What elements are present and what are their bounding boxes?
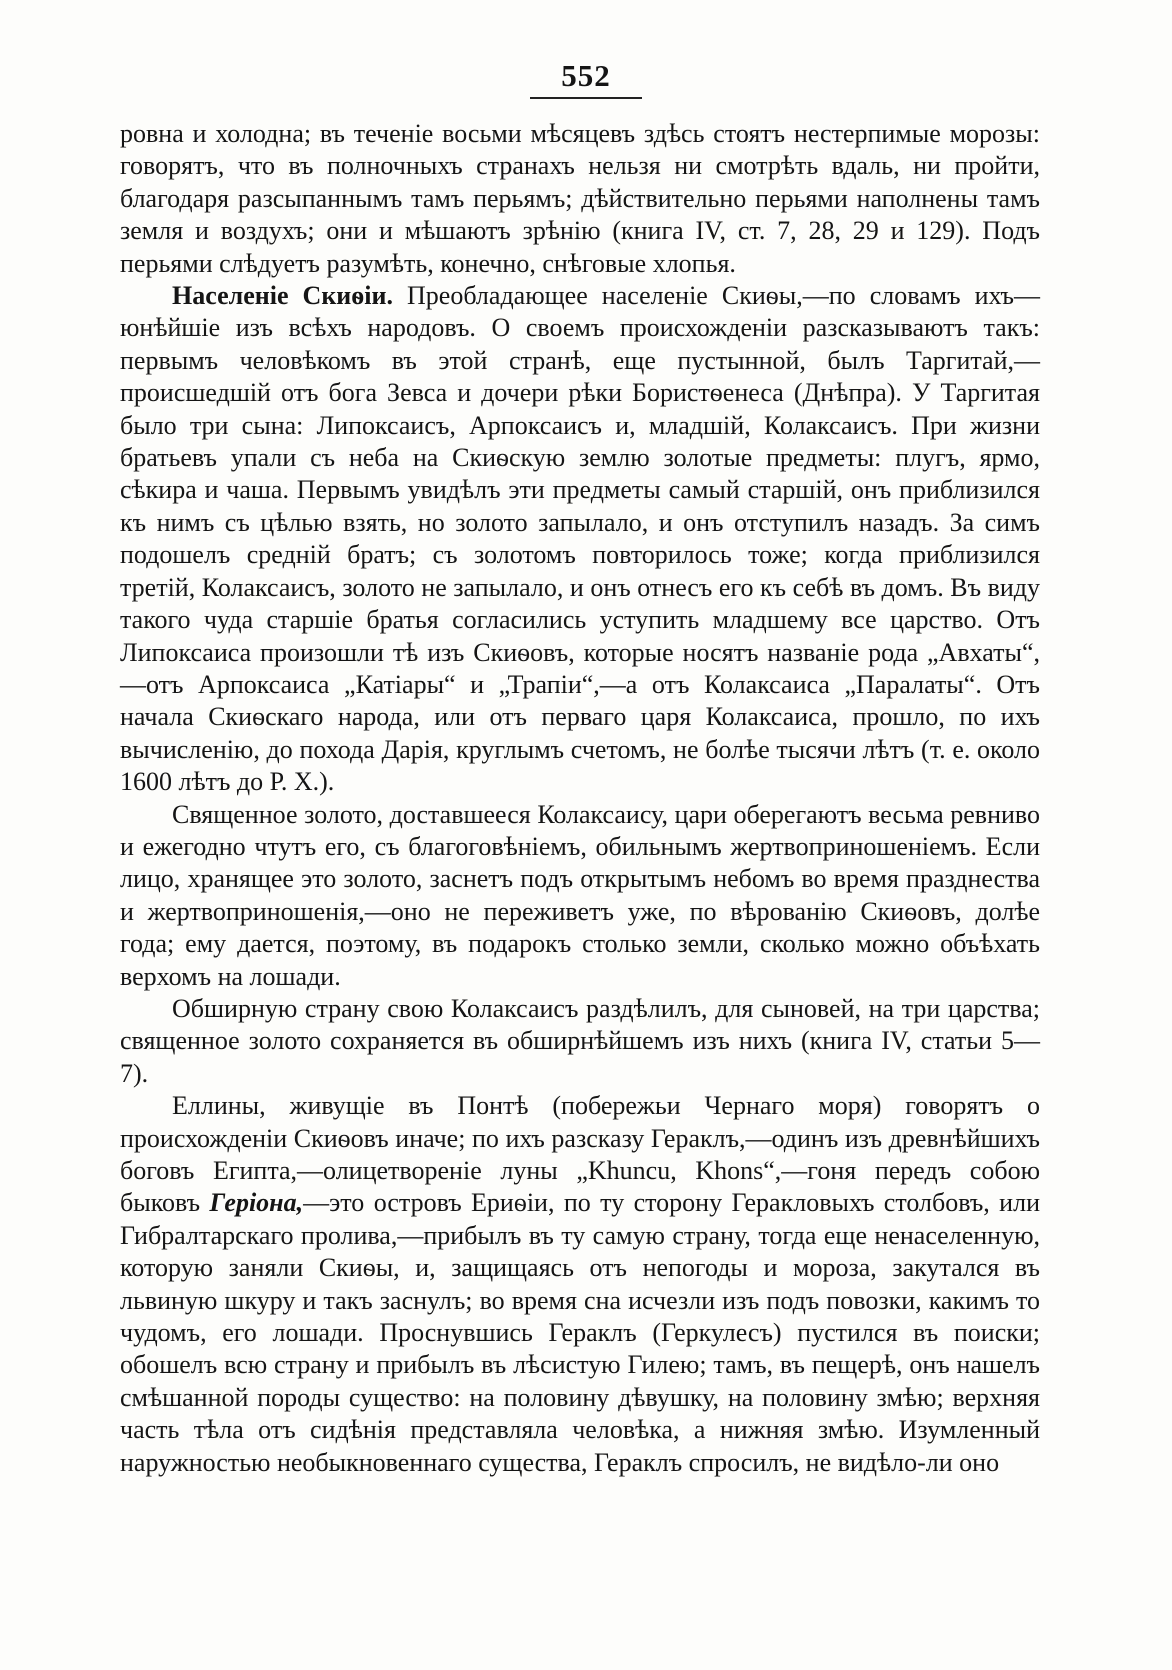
page-number: 552	[561, 58, 611, 93]
paragraph-4	[120, 993, 1040, 1090]
paragraph-2	[120, 280, 1040, 799]
header-rule	[530, 97, 642, 99]
paragraph-4-text: Обширную страну свою Колаксаисъ раздѣлилъ, для сыновей, на три царства; священное золото сохраняется въ обширнѣйшемъ изъ нихъ (книга IV, статьи 5—7).	[120, 993, 1040, 1088]
page-header	[0, 58, 1172, 99]
italic-term: Геріона,	[209, 1188, 304, 1218]
section-heading-inline: Населеніе Скиѳіи.	[172, 281, 393, 311]
paragraph-2-text: Преобладающее населеніе Скиѳы,—по словамъ ихъ—юнѣйшіе изъ всѣхъ народовъ. О своемъ происхожденіи разсказываютъ такъ: первымъ человѣкомъ въ этой странѣ, еще пустынной, былъ Таргитай,—происшедшій отъ бога Зевса и дочери рѣки Бористѳенеса (Днѣпра). У Таргитая было три сына: Липоксаисъ, Арпоксаисъ и, младшій, Колаксаисъ. При жизни братьевъ упали съ неба на Скиѳскую землю золотые предметы: плугъ, ярмо, сѣкира и чаша. Первымъ увидѣлъ эти предметы самый старшій, онъ приблизился къ нимъ съ цѣлью взять, но золото запылало, и онъ отступилъ назадъ. За симъ подошелъ средній братъ; съ золотомъ повторилось тоже; когда приблизился третій, Колаксаисъ, золото не запылало, и онъ отнесъ его къ себѣ въ домъ. Въ виду такого чуда старшіе братья согласились уступить младшему все царство. Отъ Липоксаиса произошли тѣ изъ Скиѳовъ, которые носятъ названіе рода „Авхаты“,—отъ Арпоксаиса „Катіары“ и „Трапіи“,—а отъ Колаксаиса „Паралаты“. Отъ начала Скиѳскаго народа, или отъ перваго царя Колаксаиса, прошло, по ихъ вычисленію, до похода Дарія, круглымъ счетомъ, не болѣе тысячи лѣтъ (т. е. около 1600 лѣтъ до Р. Х.).	[120, 281, 1040, 797]
paragraph-3-text: Священное золото, доставшееся Колаксаису, цари оберегаютъ весьма ревниво и ежегодно чтутъ его, съ благоговѣніемъ, обильнымъ жертвоприношеніемъ. Если лицо, хранящее это золото, заснетъ подъ открытымъ небомъ во время празднества и жертвоприношенія,—оно не переживетъ уже, по вѣрованію Скиѳовъ, долѣе года; ему дается, поэтому, въ подарокъ столько земли, сколько можно объѣхать верхомъ на лошади.	[120, 799, 1040, 991]
paragraph-1-text: ровна и холодна; въ теченіе восьми мѣсяцевъ здѣсь стоятъ нестерпимые морозы: говорятъ, что въ полночныхъ странахъ нельзя ни смотрѣть вдаль, ни пройти, благодаря разсыпаннымъ тамъ перьямъ; дѣйствительно перьями наполнены тамъ земля и воздухъ; они и мѣшаютъ зрѣнію (книга IV, ст. 7, 28, 29 и 129). Подъ перьями слѣдуетъ разумѣть, конечно, снѣговые хлопья.	[120, 119, 1040, 278]
paragraph-5	[120, 1090, 1040, 1479]
paragraph-5-text-end: —это островъ Ериѳіи, по ту сторону Геракловыхъ столбовъ, или Гибралтарскаго пролива,—прибылъ въ ту самую страну, тогда еще ненаселенную, которую заняли Скиѳы, и, защищаясь отъ непогоды и мороза, закутался въ львиную шкуру и такъ заснулъ; во время сна исчезли изъ подъ повозки, какимъ то чудомъ, его лошади. Проснувшись Гераклъ (Геркулесъ) пустился въ поиски; обошелъ всю страну и прибылъ въ лѣсистую Гилею; тамъ, въ пещерѣ, онъ нашелъ смѣшанной породы существо: на половину дѣвушку, на половину змѣю; верхняя часть тѣла отъ сидѣнія представляла человѣка, а нижняя змѣю. Изумленный наружностью необыкновеннаго существа, Гераклъ спросилъ, не видѣло-ли оно	[120, 1188, 1040, 1477]
paragraph-3	[120, 799, 1040, 993]
paragraph-5-text-start: Еллины, живущіе въ Понтѣ (побережьи Чернаго моря) говорятъ о происхожденіи Скиѳовъ иначе; по ихъ разсказу Гераклъ,—одинъ изъ древнѣйшихъ боговъ Египта,—олицетвореніе луны „Khunсu, Khons“,—гоня передъ собою быковъ	[120, 1091, 1040, 1218]
text-body	[120, 118, 1040, 1479]
paragraph-1	[120, 118, 1040, 280]
